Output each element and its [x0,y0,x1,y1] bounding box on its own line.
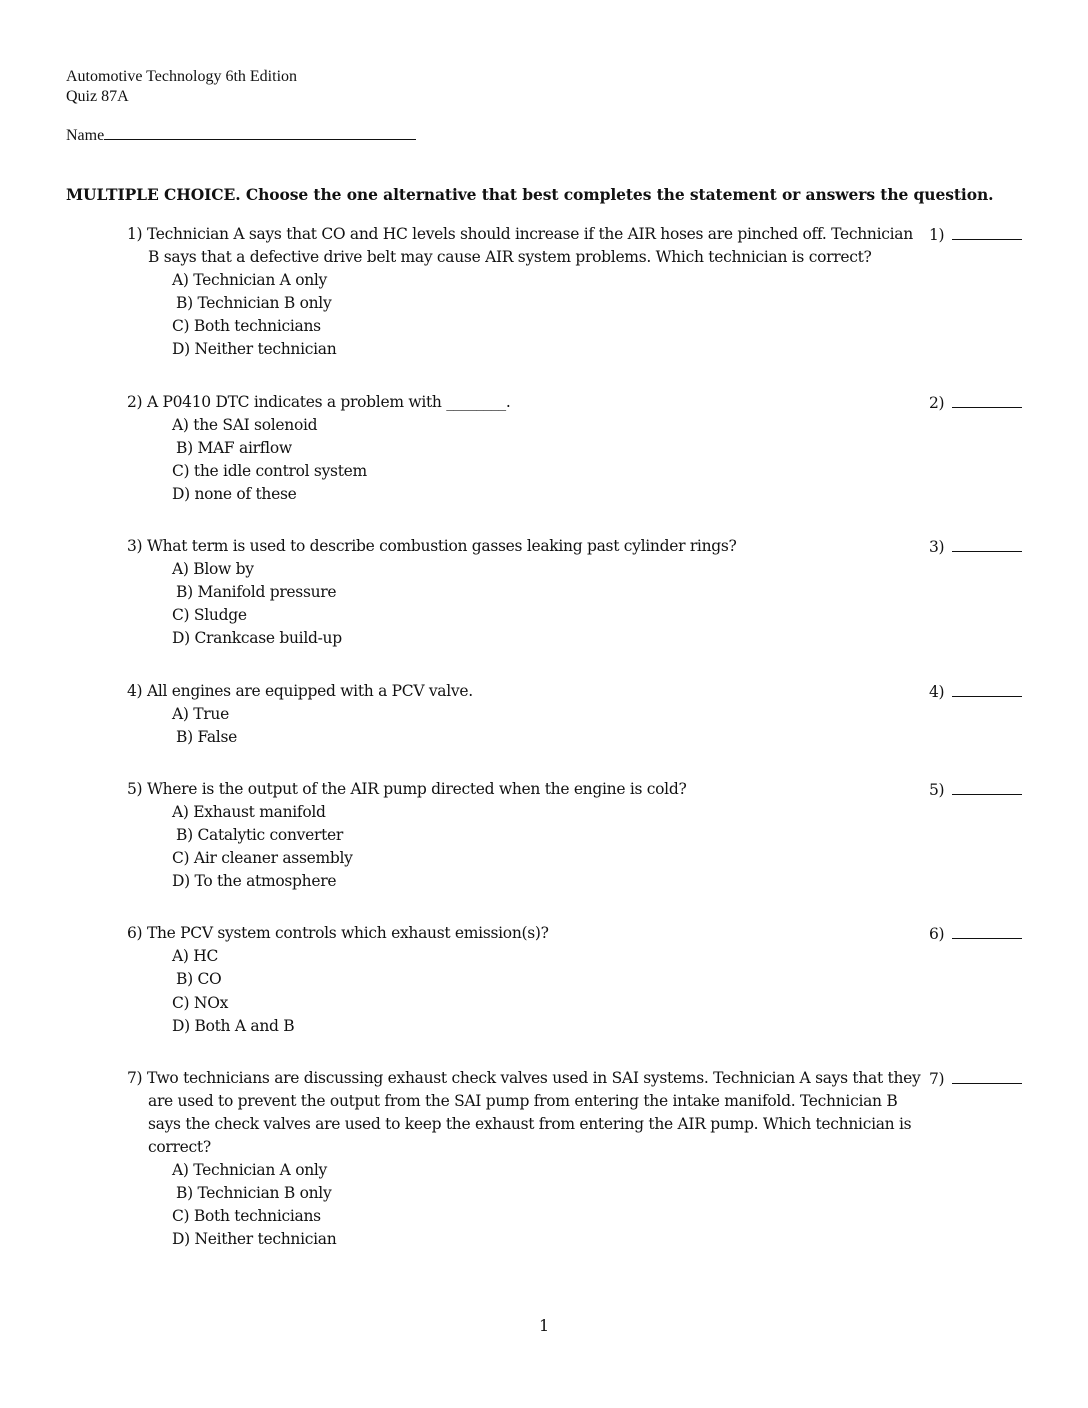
question-number: 3) [127,537,143,556]
page-number: 1 [539,1316,550,1335]
answer-option[interactable]: C) Sludge [172,606,247,625]
answer-option[interactable]: D) To the atmosphere [172,872,337,891]
name-field[interactable] [66,125,416,146]
answer-blank[interactable] [952,391,1022,408]
answer-option[interactable]: B) Technician B only [176,1184,332,1203]
question-number: 1) [127,225,143,243]
question [127,535,1027,650]
answer-number: 4) [929,682,945,701]
question-prompt: Two technicians are discussing exhaust check valves used in SAI systems. Technician A says that they are used to prevent the output from the SAI pump from entering the intake manifold. Technician B says the check valves are used to keep the exhaust from entering the AIR pump. Which technician is correct? [146,1068,921,1156]
question-prompt: A P0410 DTC indicates a problem with ________. [146,392,511,411]
answer-number: 3) [929,538,945,557]
name-blank[interactable] [104,125,416,140]
answer-blank[interactable] [952,535,1022,552]
question-prompt: The PCV system controls which exhaust emission(s)? [146,924,549,943]
question-prompt: Technician A says that CO and HC levels should increase if the AIR hoses are pinched off. Technician B says that a defective drive belt may cause AIR system problems. Which technician is correct? [146,225,913,267]
answer-number: 7) [929,1069,945,1088]
question [127,223,1027,362]
answer-option[interactable]: A) True [172,704,229,723]
question-number: 2) [127,392,143,411]
answer-blank[interactable] [952,680,1022,697]
question-number: 4) [127,681,143,700]
question-number: 6) [127,924,143,943]
question [127,680,1027,749]
answer-slot [929,391,1022,415]
answer-number: 1) [929,226,945,244]
answer-blank[interactable] [952,1067,1022,1084]
document-title: Automotive Technology 6th Edition [66,68,298,85]
answer-option[interactable]: C) the idle control system [172,461,367,480]
answer-option[interactable]: A) HC [172,947,219,966]
answer-option[interactable]: B) CO [176,970,222,989]
answer-slot [929,1067,1022,1091]
answer-option[interactable]: C) Both technicians [172,317,321,336]
quiz-label: Quiz 87A [66,88,129,105]
question-text [127,680,928,703]
answer-blank[interactable] [952,922,1022,939]
answer-slot [929,535,1022,559]
answer-number: 2) [929,393,945,412]
answer-option[interactable]: B) False [176,727,237,746]
answer-number: 5) [929,780,945,799]
question-prompt: What term is used to describe combustion gasses leaking past cylinder rings? [146,537,737,556]
answer-option[interactable]: A) Technician A only [172,271,328,290]
answer-option[interactable]: C) Air cleaner assembly [172,849,353,868]
question [127,1067,1027,1252]
answer-option[interactable]: A) Technician A only [172,1161,328,1180]
question [127,778,1027,893]
question [127,391,1027,506]
answer-option[interactable]: C) Both technicians [172,1207,321,1226]
question-prompt: Where is the output of the AIR pump directed when the engine is cold? [146,779,687,798]
name-label: Name [66,127,105,144]
answer-option[interactable]: A) Blow by [172,560,254,579]
answer-slot [929,922,1022,946]
answer-number: 6) [929,925,945,944]
answer-option[interactable]: D) Neither technician [172,1230,337,1249]
question-text [127,391,928,414]
answer-blank[interactable] [952,223,1022,240]
answer-option[interactable]: D) Both A and B [172,1016,295,1035]
answer-blank[interactable] [952,778,1022,795]
question-text [127,535,928,558]
question-number: 5) [127,779,143,798]
question-list [127,223,1027,1280]
question-text [127,1067,928,1159]
answer-option[interactable]: B) MAF airflow [176,438,292,457]
answer-slot [929,223,1022,247]
question [127,922,1027,1037]
question-text [127,223,928,269]
answer-option[interactable]: B) Catalytic converter [176,825,343,844]
answer-option[interactable]: B) Manifold pressure [176,583,337,602]
answer-option[interactable]: B) Technician B only [176,294,332,313]
answer-option[interactable]: D) Crankcase build-up [172,629,342,648]
question-text [127,778,928,801]
answer-option[interactable]: A) Exhaust manifold [172,802,326,821]
instructions: MULTIPLE CHOICE. Choose the one alternative that best completes the statement or answers the question. [66,185,994,204]
question-number: 7) [127,1068,143,1087]
question-prompt: All engines are equipped with a PCV valve. [146,681,473,700]
answer-option[interactable]: C) NOx [172,993,229,1012]
answer-slot [929,778,1022,802]
answer-option[interactable]: A) the SAI solenoid [172,415,318,434]
answer-slot [929,680,1022,704]
answer-option[interactable]: D) Neither technician [172,340,337,359]
answer-option[interactable]: D) none of these [172,484,297,503]
question-text [127,922,928,945]
